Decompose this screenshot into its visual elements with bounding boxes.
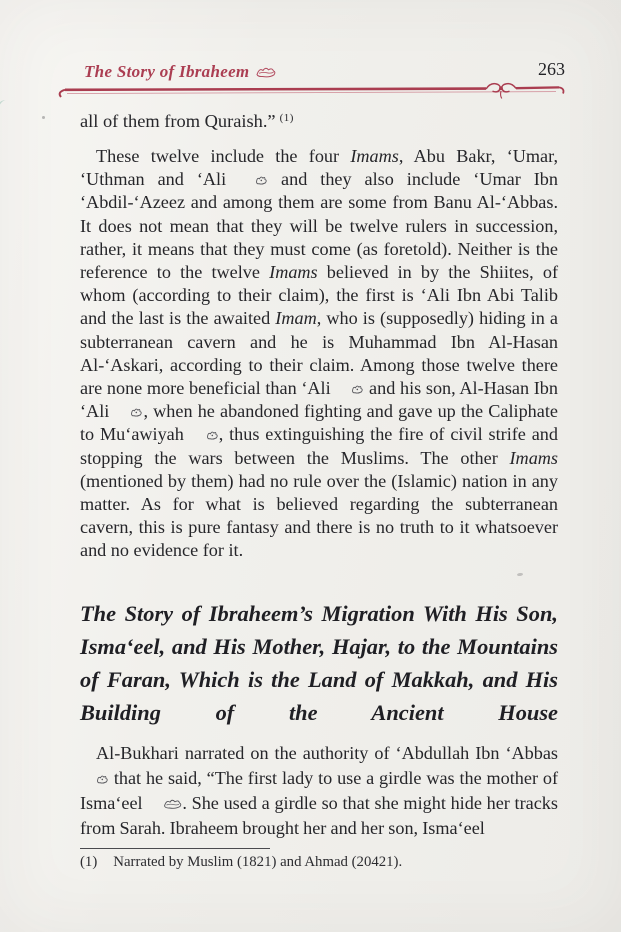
footnote-block — [80, 848, 558, 871]
page-number: 263 — [538, 59, 565, 79]
paragraph-twelve-imams — [80, 145, 558, 563]
scan-speck — [517, 573, 523, 577]
body-text: These twelve include the four — [96, 146, 351, 166]
italic-term: Imams — [509, 447, 558, 468]
body-text: , who is (supposedly) hiding in a subterranean cavern and he is Muhammad Ibn Al-Hasan Al-‘Askari, according to their claim. Among those twelve there are none more beneficial than ‘Ali — [80, 308, 558, 399]
footnote-divider — [80, 848, 270, 849]
opening-text: all of them from Quraish.” — [80, 111, 276, 131]
body-text: that he said, “The first lady to use a girdle was the mother of Isma‘eel — [80, 768, 558, 813]
italic-term: Imam — [275, 308, 317, 329]
section-heading: The Story of Ibraheem’s Migration With His Son, Isma‘eel, and His Mother, Hajar, to the Mountains of Faran, Which is the Land of Makkah, and His Building of the Ancient House — [80, 601, 558, 725]
radiallahu-anhu-icon — [190, 429, 219, 441]
body-text: believed in by the Shiites, of whom (according to their claim), the first is ‘Ali Ibn Abi Talib and the last is the awaited — [80, 262, 558, 329]
italic-term: Imams — [269, 262, 318, 283]
header-ornament-rule — [56, 80, 570, 107]
italic-term: Imams — [350, 146, 399, 166]
body-text: , thus extinguishing the fire of civil strife and stopping the wars between the Muslims. The other — [80, 424, 558, 468]
radiallahu-anhu-icon — [80, 773, 109, 785]
alayhis-salam-icon — [147, 797, 182, 810]
footnote-marker: (1) — [279, 112, 294, 124]
paragraph-al-bukhari-narration — [80, 741, 558, 841]
body-text: , Abu Bakr, ‘Umar, ‘Uthman and ‘Ali — [80, 146, 558, 190]
radiallahu-anhu-icon — [114, 406, 143, 418]
footnote-number: (1) — [80, 854, 98, 870]
footnote — [80, 854, 558, 871]
radiallahu-anhu-icon — [335, 383, 364, 395]
body-text: and they also include ‘Umar Ibn ‘Abdil-‘Azeez and among them are some from Banu Al-‘Abbas. It does not mean that they will be twelve rulers in succession, rather, it means that they must come (as foretold). Neither is the reference to the twelve — [80, 169, 558, 283]
body-text: , when he abandoned fighting and gave up the Caliphate to Mu‘awiyah — [80, 401, 558, 445]
footnote-text: Narrated by Muslim (1821) and Ahmad (20421). — [113, 854, 403, 870]
body-text: . She used a girdle so that she might hide her tracks from Sarah. Ibraheem brought her and her son, Isma‘eel — [80, 793, 558, 838]
body-text: and his son, Al-Hasan Ibn ‘Ali — [80, 378, 558, 422]
opening-line — [80, 107, 558, 133]
radiallahu-anhu-icon — [239, 174, 268, 186]
body-text: (mentioned by them) had no rule over the (Islamic) nation in any matter. As for what is believed regarding the subterranean cavern, this is pure fantasy and there is no truth to it whatsoever and no evidence for it. — [80, 470, 558, 561]
scan-edge-mark — [0, 98, 13, 121]
running-header-text: The Story of Ibraheem — [84, 62, 250, 81]
scan-dot — [42, 116, 45, 119]
body-text: Al-Bukhari narrated on the authority of ‘Abdullah Ibn ‘Abbas — [96, 743, 558, 763]
calligraphic-flourish-rule-icon — [56, 80, 570, 102]
